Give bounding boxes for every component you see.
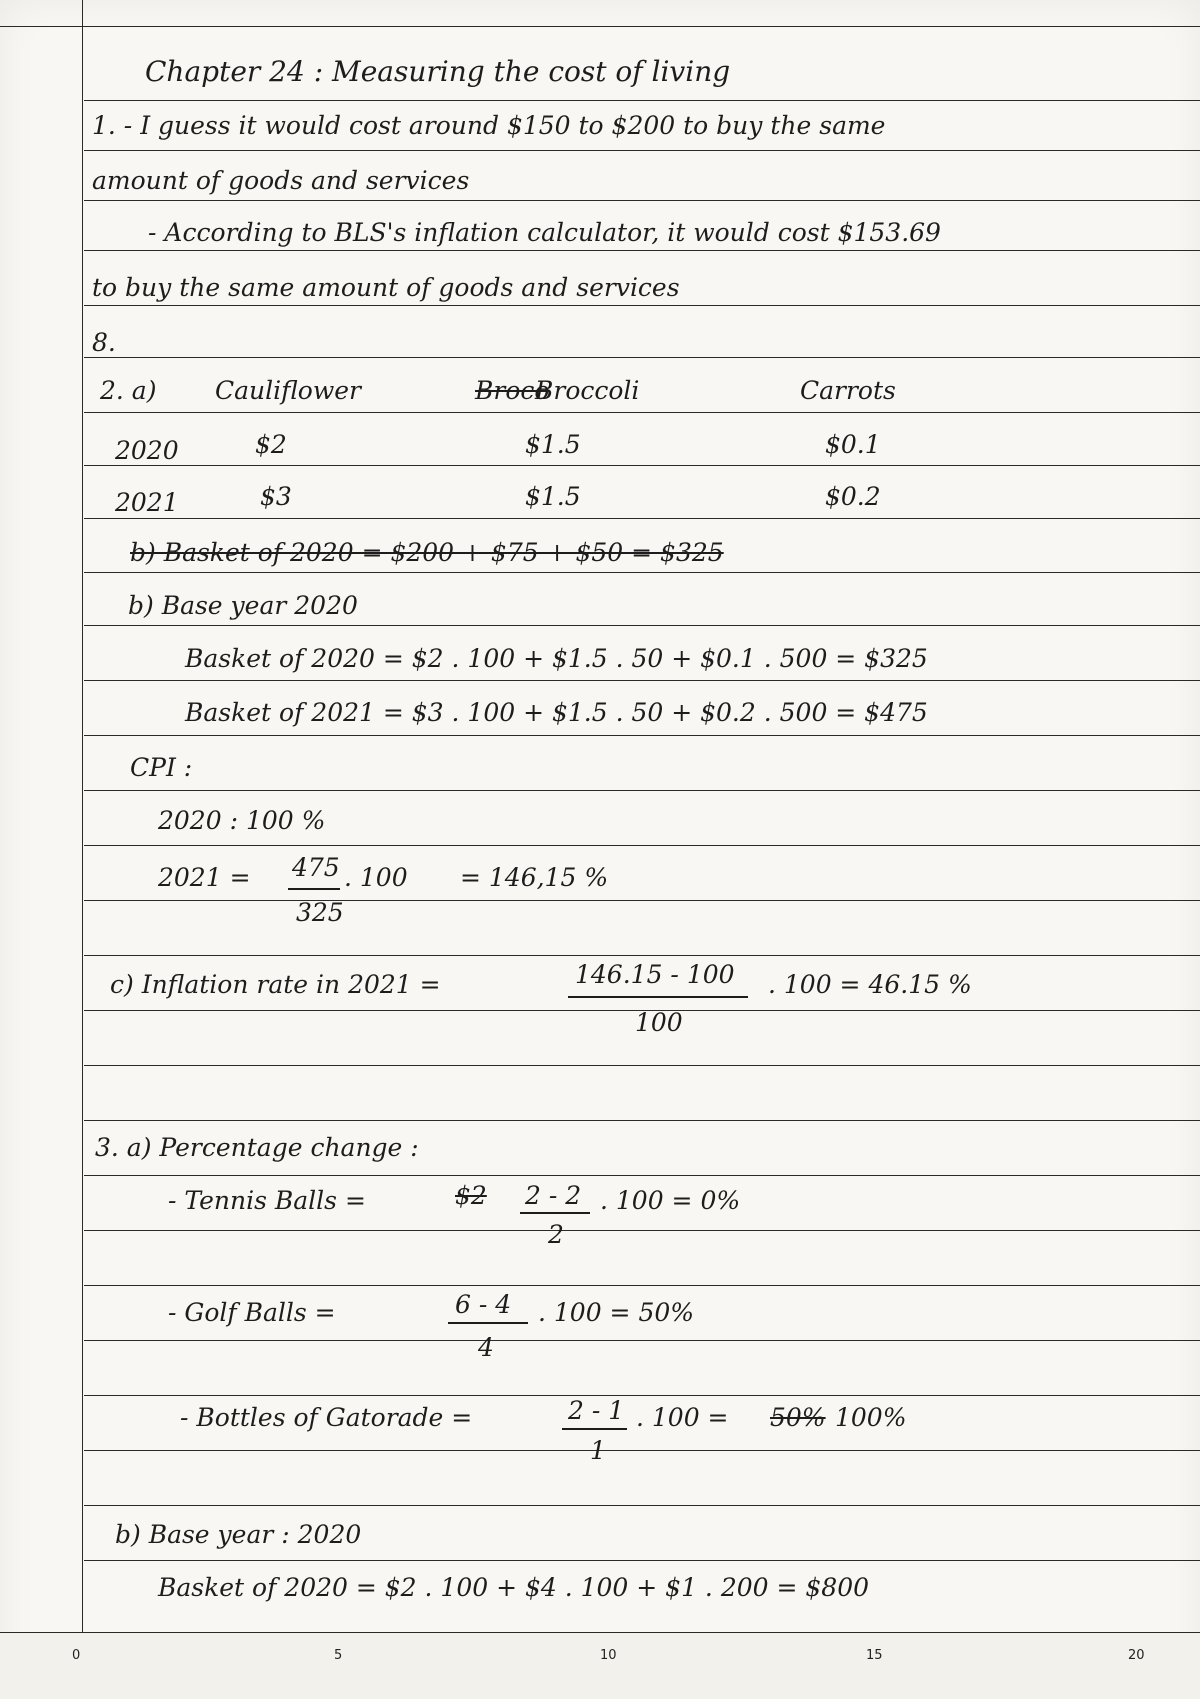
q1-line-2: amount of goods and services <box>92 166 470 195</box>
bottom-ruler <box>0 1632 1200 1699</box>
ruler-label: 15 <box>866 1648 883 1663</box>
cpi-2020: 2020 : 100 % <box>158 806 326 835</box>
golf-label: - Golf Balls = <box>168 1298 336 1327</box>
row-year: 2020 <box>115 436 179 465</box>
fraction-bar <box>288 888 340 890</box>
inflation-denominator: 100 <box>635 1008 683 1037</box>
inflation-result: . 100 = 46.15 % <box>768 970 972 999</box>
golf-denominator: 4 <box>478 1333 494 1362</box>
ruler-label: 0 <box>72 1648 81 1663</box>
q3-basket-2020: Basket of 2020 = $2 . 100 + $4 . 100 + $1 . 200 = $800 <box>158 1573 870 1602</box>
fraction-bar <box>568 996 748 998</box>
fraction-bar <box>520 1212 590 1214</box>
fraction-bar <box>448 1322 528 1324</box>
page-top-edge <box>0 26 1200 27</box>
rule-line <box>84 465 1200 466</box>
rule-line <box>84 1175 1200 1176</box>
gatorade-result: 100% <box>835 1403 907 1432</box>
page-title: Chapter 24 : Measuring the cost of living <box>145 55 731 88</box>
rule-line <box>84 625 1200 626</box>
rule-line <box>84 1560 1200 1561</box>
rule-line <box>84 735 1200 736</box>
gatorade-multiplier: . 100 = <box>636 1403 729 1432</box>
rule-line <box>84 1505 1200 1506</box>
golf-result: . 100 = 50% <box>538 1298 695 1327</box>
fraction-bar <box>562 1428 627 1430</box>
col-header-broccoli: Broccoli <box>535 376 640 405</box>
gatorade-label: - Bottles of Gatorade = <box>180 1403 473 1432</box>
rule-line <box>84 357 1200 358</box>
gatorade-numerator: 2 - 1 <box>568 1396 625 1425</box>
q1-line-1: 1. - I guess it would cost around $150 to $200 to buy the same <box>92 111 886 140</box>
rule-line <box>84 1285 1200 1286</box>
rule-line <box>84 1450 1200 1451</box>
cpi-2021-numerator: 475 <box>292 853 340 882</box>
margin-line <box>82 0 83 1632</box>
gatorade-crossed: 50% <box>770 1403 826 1432</box>
rule-line <box>84 1230 1200 1231</box>
rule-line <box>84 1395 1200 1396</box>
rule-line <box>84 518 1200 519</box>
cpi-2021-denominator: 325 <box>296 898 344 927</box>
tennis-denominator: 2 <box>548 1220 564 1249</box>
inflation-numerator: 146.15 - 100 <box>575 960 735 989</box>
cell-cauliflower: $3 <box>260 482 292 511</box>
gatorade-denominator: 1 <box>590 1436 606 1465</box>
rule-line <box>84 955 1200 956</box>
rule-line <box>84 572 1200 573</box>
rule-line <box>84 1065 1200 1066</box>
rule-line <box>84 790 1200 791</box>
q3b-heading: b) Base year : 2020 <box>115 1520 362 1549</box>
q1-line-4: to buy the same amount of goods and services <box>92 273 680 302</box>
tennis-crossed: $2 <box>455 1181 487 1210</box>
rule-line <box>84 1120 1200 1121</box>
rule-line <box>84 100 1200 101</box>
cell-carrots: $0.1 <box>825 430 881 459</box>
golf-numerator: 6 - 4 <box>455 1290 512 1319</box>
inflation-label: c) Inflation rate in 2021 = <box>110 970 441 999</box>
rule-line <box>84 900 1200 901</box>
cell-broccoli: $1.5 <box>525 430 581 459</box>
basket-2020-line: Basket of 2020 = $2 . 100 + $1.5 . 50 + $0.1 . 500 = $325 <box>185 644 928 673</box>
col-header-crossed: Broco <box>475 376 550 405</box>
crossed-out-line: b) Basket of 2020 = $200 + $75 + $50 = $325 <box>130 538 724 567</box>
q2b-heading: b) Base year 2020 <box>128 591 358 620</box>
rule-line <box>84 200 1200 201</box>
cpi-2021-multiplier: . 100 <box>344 863 408 892</box>
rule-line <box>84 150 1200 151</box>
cell-carrots: $0.2 <box>825 482 881 511</box>
q2a-label: 2. a) <box>100 376 157 405</box>
cpi-2021-label: 2021 = <box>158 863 251 892</box>
q3a-heading: 3. a) Percentage change : <box>95 1133 419 1162</box>
col-header-cauliflower: Cauliflower <box>215 376 361 405</box>
ruler-label: 20 <box>1128 1648 1145 1663</box>
ruler-label: 10 <box>600 1648 617 1663</box>
q1-stray-mark: 8. <box>92 328 116 357</box>
ruler-label: 5 <box>334 1648 343 1663</box>
tennis-numerator: 2 - 2 <box>525 1181 582 1210</box>
row-year: 2021 <box>115 488 179 517</box>
cpi-heading: CPI : <box>130 753 193 782</box>
cpi-2021-result: = 146,15 % <box>460 863 609 892</box>
tennis-result: . 100 = 0% <box>600 1186 741 1215</box>
rule-line <box>84 845 1200 846</box>
rule-line <box>84 305 1200 306</box>
rule-line <box>84 1340 1200 1341</box>
q1-line-3: - According to BLS's inflation calculator, it would cost $153.69 <box>148 218 941 247</box>
cell-cauliflower: $2 <box>255 430 287 459</box>
basket-2021-line: Basket of 2021 = $3 . 100 + $1.5 . 50 + $0.2 . 500 = $475 <box>185 698 928 727</box>
cell-broccoli: $1.5 <box>525 482 581 511</box>
rule-line <box>84 680 1200 681</box>
tennis-label: - Tennis Balls = <box>168 1186 366 1215</box>
rule-line <box>84 250 1200 251</box>
rule-line <box>84 412 1200 413</box>
col-header-carrots: Carrots <box>800 376 896 405</box>
